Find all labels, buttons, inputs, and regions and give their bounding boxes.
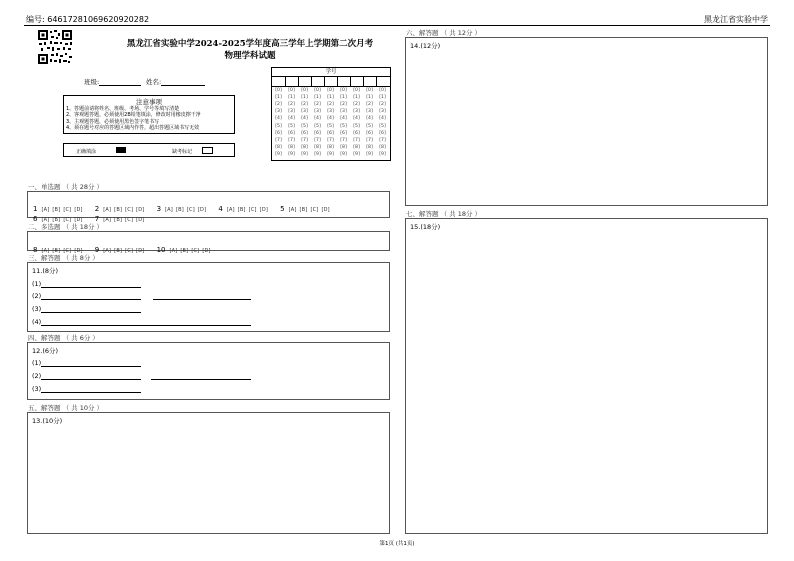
student-id-digit-bubble[interactable]: [4] [340,116,347,122]
student-id-digit-bubble[interactable]: [7] [366,137,373,143]
answer-blank[interactable] [41,299,141,300]
section-multi-choice: 二、多选题 （ 共 18分 ） [28,223,104,231]
q11-part-1[interactable] [32,280,141,288]
student-id-digit-bubble[interactable]: [8] [327,144,334,150]
answer-option-bubble[interactable]: [D] [74,217,83,223]
student-id-digit-bubble[interactable]: [5] [353,123,360,129]
student-id-digit-bubble[interactable]: [9] [301,151,308,157]
student-id-digit-bubble[interactable]: [3] [301,109,308,115]
answer-blank[interactable] [41,392,141,393]
notice-item: 3、主观题答题，必须使用黑色签字笔书写 [66,118,160,125]
student-id-digit-bubble[interactable]: [8] [301,144,308,150]
answer-option-bubble[interactable]: [B] [114,248,123,254]
question-number: 3 [156,205,162,213]
student-id-digit-bubble[interactable]: [1] [379,95,386,101]
answer-blank[interactable] [41,379,141,380]
q12-part-3[interactable] [32,385,141,393]
student-id-digit-bubble[interactable]: [0] [301,88,308,93]
answer-blank[interactable] [41,312,141,313]
answer-option-bubble[interactable]: [B] [180,248,189,254]
student-id-digit-bubble[interactable]: [3] [275,109,282,115]
part-label: (1) [32,280,42,288]
part-label: (2) [32,292,42,300]
student-id-digit-bubble[interactable]: [1] [301,95,308,101]
answer-option-bubble[interactable]: [A] [41,248,50,254]
header-rule [24,25,770,26]
student-id-digit-bubble[interactable]: [7] [301,137,308,143]
section-q12: 四、解答题 （ 共 6分 ） [28,334,99,342]
answer-option-bubble[interactable]: [B] [52,217,61,223]
student-id-digit-bubble[interactable]: [0] [379,88,386,93]
answer-option-bubble[interactable]: [C] [191,248,200,254]
student-id-digit-bubble[interactable]: [1] [314,95,321,101]
student-id-digit-bubble[interactable]: [4] [327,116,334,122]
question-number: 5 [280,205,285,213]
student-id-digit-bubble[interactable]: [5] [275,123,282,129]
student-id-digit-bubble[interactable]: [3] [366,109,373,115]
answer-option-bubble[interactable]: [A] [226,207,235,213]
student-id-digit-bubble[interactable]: [4] [379,116,386,122]
section-q14: 六、解答题 （ 共 12分 ） [406,29,482,37]
option-group[interactable] [165,196,213,215]
answer-option-bubble[interactable]: [A] [103,248,112,254]
student-id-digit-bubble[interactable]: [9] [340,151,347,157]
exam-title: 黑龙江省实验中学2024-2025学年度高三学年上学期第二次月考 [126,39,374,49]
student-id-digit-bubble[interactable]: [6] [314,130,321,136]
school-name-header: 黑龙江省实验中学 [704,15,768,24]
student-id-digit-bubble[interactable]: [7] [314,137,321,143]
student-id-digit-bubble[interactable]: [2] [353,102,360,108]
answer-option-bubble[interactable]: [C] [248,207,257,213]
page-footer: 第1页 (共1页) [379,541,415,547]
student-id-digit-bubble[interactable]: [6] [366,130,373,136]
notice-item: 4、须在题号对应的答题区域内作答，超出答题区域书写无效 [66,124,200,131]
section-single-choice: 一、单选题 （ 共 28分 ） [28,183,104,191]
student-id-digit-bubble[interactable]: [2] [288,102,295,108]
student-id-digit-bubble[interactable]: [6] [275,130,282,136]
student-id-digit-bubble[interactable]: [4] [366,116,373,122]
single-choice-box [27,191,390,223]
notice-list [64,106,234,131]
name-label: 姓名: [146,78,162,86]
exam-subtitle: 物理学科试题 [224,51,276,61]
part-label: (4) [32,318,42,326]
part-label: (2) [32,372,42,380]
answer-option-bubble[interactable]: [D] [202,248,211,254]
class-blank[interactable] [99,85,141,86]
notice-box [63,95,235,134]
student-id-digit-bubble[interactable]: [9] [366,151,373,157]
answer-option-bubble[interactable]: [A] [165,207,173,213]
student-id-digit-bubble[interactable]: [4] [301,116,308,122]
student-id-digit-bubble[interactable]: [7] [353,137,360,143]
answer-blank[interactable] [151,379,251,380]
student-id-digit-bubble[interactable]: [6] [340,130,347,136]
q13-answer-box[interactable] [27,412,390,534]
q11-part-3[interactable] [32,305,141,313]
section-q11: 三、解答题 （ 共 8分 ） [28,254,99,262]
student-id-digit-bubble[interactable]: [9] [275,151,282,157]
student-id-digit-bubble[interactable]: [2] [340,102,347,108]
answer-option-bubble[interactable]: [A] [288,207,297,213]
question-number: 4 [218,205,223,213]
answer-option-bubble[interactable]: [A] [103,217,112,223]
multi-choice-box [27,231,390,254]
option-group[interactable] [103,237,151,256]
student-id-digit-bubble[interactable]: [3] [340,109,347,115]
student-id-digit-bubble[interactable]: [4] [275,116,282,122]
student-id-digit-bubble[interactable]: [7] [340,137,347,143]
student-id-digit-bubble[interactable]: [7] [275,137,282,143]
answer-option-bubble[interactable]: [D] [136,217,145,223]
student-id-digit-bubble[interactable]: [5] [366,123,373,129]
question-number: 2 [94,205,100,213]
filled-mark-icon [116,147,126,153]
answer-option-bubble[interactable]: [B] [237,207,246,213]
student-id-digit-bubble[interactable]: [6] [327,130,334,136]
student-id-digit-bubble[interactable]: [5] [314,123,321,129]
option-group[interactable] [227,196,275,215]
answer-blank[interactable] [153,299,251,300]
q12-answer-box[interactable] [27,342,390,400]
part-label: (3) [32,385,42,393]
student-id-digit-bubble[interactable]: [5] [379,123,386,129]
answer-option-bubble[interactable]: [B] [299,207,308,213]
answer-option-bubble[interactable]: [D] [74,248,83,254]
q14-title: 14.(12分) [410,42,441,50]
student-id-write-row[interactable] [272,77,390,87]
q11-part-2[interactable] [32,292,251,300]
student-id-digit-bubble[interactable]: [8] [353,144,360,150]
student-id-digit-bubble[interactable]: [1] [340,95,347,101]
question-number: 8 [33,246,38,254]
answer-option-bubble[interactable]: [C] [63,207,72,213]
name-field[interactable] [146,77,205,86]
student-id-digit-bubble[interactable]: [2] [327,102,334,108]
answer-option-bubble[interactable]: [A] [41,207,50,213]
student-id-digit-bubble[interactable]: [1] [275,95,282,101]
answer-option-bubble[interactable]: [B] [175,207,184,213]
q12-part-2[interactable] [32,372,251,380]
student-id-digit-bubble[interactable]: [9] [327,151,334,157]
q14-answer-box[interactable] [405,37,768,206]
student-id-digit-bubble[interactable]: [2] [379,102,386,108]
student-id-digit-bubble[interactable]: [0] [340,88,347,93]
answer-option-bubble[interactable]: [D] [197,207,207,213]
student-id-digit-bubble[interactable]: [1] [327,95,334,101]
answer-option-bubble[interactable]: [B] [52,207,61,213]
student-id-digit-bubble[interactable]: [5] [327,123,334,129]
student-id-digit-bubble[interactable]: [4] [288,116,295,122]
fill-example-box [63,143,235,157]
class-label: 班级: [84,78,100,86]
option-group[interactable] [169,237,217,256]
q15-title: 15.(18分) [410,223,441,231]
student-id-digit-bubble[interactable]: [7] [327,137,334,143]
student-id-digit-bubble[interactable]: [1] [288,95,295,101]
answer-option-bubble[interactable]: [C] [63,248,72,254]
answer-option-bubble[interactable]: [C] [125,248,134,254]
q11-part-4[interactable] [32,318,251,326]
name-blank[interactable] [161,85,205,86]
student-id-digit-bubble[interactable]: [1] [353,95,360,101]
student-id-digit-bubble[interactable]: [0] [314,88,321,93]
student-id-digit-bubble[interactable]: [5] [340,123,347,129]
part-label: (1) [32,359,42,367]
q15-answer-box[interactable] [405,218,768,534]
student-id-digit-bubble[interactable]: [9] [353,151,360,157]
student-id-digit-bubble[interactable]: [9] [288,151,295,157]
answer-option-bubble[interactable]: [A] [103,207,112,213]
question-number: 7 [94,215,100,223]
student-id-digit-bubble[interactable]: [1] [366,95,373,101]
section-q13: 五、解答题 （ 共 10分 ） [28,404,104,412]
student-id-grid [271,67,391,161]
student-id-digit-bubble[interactable]: [6] [288,130,295,136]
answer-blank[interactable] [41,325,251,326]
qr-code-icon [37,29,73,65]
answer-blank[interactable] [41,287,141,288]
student-id-digit-bubble[interactable]: [6] [379,130,386,136]
student-id-digit-bubble[interactable]: [8] [366,144,373,150]
option-group[interactable] [103,206,151,225]
student-id-digit-bubble[interactable]: [8] [314,144,321,150]
q12-title: 12.(6分) [32,347,59,355]
student-id-digit-bubble[interactable]: [0] [275,88,282,93]
student-id-digit-bubble[interactable]: [0] [288,88,295,93]
student-id-digit-bubble[interactable]: [0] [366,88,373,93]
answer-option-bubble[interactable]: [B] [114,207,123,213]
student-id-digit-bubble[interactable]: [5] [288,123,295,129]
student-id-digit-bubble[interactable]: [3] [353,109,360,115]
question-number: 10 [156,246,166,254]
student-id-digit-bubble[interactable]: [0] [327,88,334,93]
answer-option-bubble[interactable]: [D] [136,248,145,254]
correct-fill-label: 正确填涂 [76,149,97,155]
q11-title: 11.(8分) [32,267,59,275]
answer-option-bubble[interactable]: [A] [169,248,178,254]
class-field[interactable] [84,77,141,86]
part-label: (3) [32,305,42,313]
answer-option-bubble[interactable]: [D] [321,207,330,213]
student-id-digit-bubble[interactable]: [8] [275,144,282,150]
student-id-digit-bubble[interactable]: [8] [288,144,295,150]
student-id-digit-bubble[interactable]: [0] [353,88,360,93]
answer-option-bubble[interactable]: [A] [41,217,50,223]
answer-option-bubble[interactable]: [C] [125,207,134,213]
answer-option-bubble[interactable]: [C] [63,217,72,223]
answer-option-bubble[interactable]: [D] [136,207,145,213]
student-id-digit-bubble[interactable]: [2] [314,102,321,108]
notice-item: 1、答题前请将姓名、班级、考场、学号等填写清楚 [66,106,180,112]
answer-option-bubble[interactable]: [D] [259,207,269,213]
answer-option-bubble[interactable]: [C] [310,207,319,213]
answer-option-bubble[interactable]: [B] [114,217,123,223]
student-id-digit-bubble[interactable]: [4] [314,116,321,122]
student-id-digit-bubble[interactable]: [3] [379,109,386,115]
student-id-digit-bubble[interactable]: [3] [327,109,334,115]
student-id-digit-bubble[interactable]: [8] [379,144,386,150]
student-id-digit-bubble[interactable]: [6] [353,130,360,136]
student-id-label: 学号 [272,68,390,77]
student-id-digit-bubble[interactable]: [3] [314,109,321,115]
student-id-digit-bubble[interactable]: [8] [340,144,347,150]
question-number: 9 [94,246,100,254]
answer-blank[interactable] [41,366,141,367]
question-number: 1 [33,205,38,213]
section-q15: 七、解答题 （ 共 18分 ） [406,210,482,218]
question-number: 6 [33,215,38,223]
student-id-digit-bubble[interactable]: [2] [275,102,282,108]
serial-number: 编号: 6461728106962092028​2 [26,15,150,24]
notice-item: 2、客观题答题，必须使用2B铅笔填涂，修改时用橡皮擦干净 [66,112,201,119]
answer-option-bubble[interactable]: [D] [74,207,83,213]
absent-mark-label: 缺考标记 [172,149,193,155]
q12-part-1[interactable] [32,359,141,367]
student-id-digit-bubble[interactable]: [3] [288,109,295,115]
student-id-digit-bubble[interactable]: [2] [366,102,373,108]
answer-option-bubble[interactable]: [C] [186,207,195,213]
student-id-digit-bubble[interactable]: [9] [314,151,321,157]
student-id-digit-bubble[interactable]: [7] [288,137,295,143]
student-id-digit-bubble[interactable]: [2] [301,102,308,108]
q13-title: 13.(10分) [32,417,63,425]
student-id-digit-bubble[interactable]: [5] [301,123,308,129]
notice-title: 注意事项 [136,98,162,106]
student-id-bubbles[interactable] [272,87,390,159]
answer-option-bubble[interactable]: [B] [52,248,61,254]
answer-option-bubble[interactable]: [C] [125,217,134,223]
student-id-digit-bubble[interactable]: [4] [353,116,360,122]
student-id-digit-bubble[interactable]: [6] [301,130,308,136]
absent-checkbox[interactable] [202,147,213,154]
student-id-digit-bubble[interactable]: [7] [379,137,386,143]
student-id-digit-bubble[interactable]: [9] [379,151,386,157]
q11-answer-box[interactable] [27,262,390,332]
option-group[interactable] [289,196,337,215]
